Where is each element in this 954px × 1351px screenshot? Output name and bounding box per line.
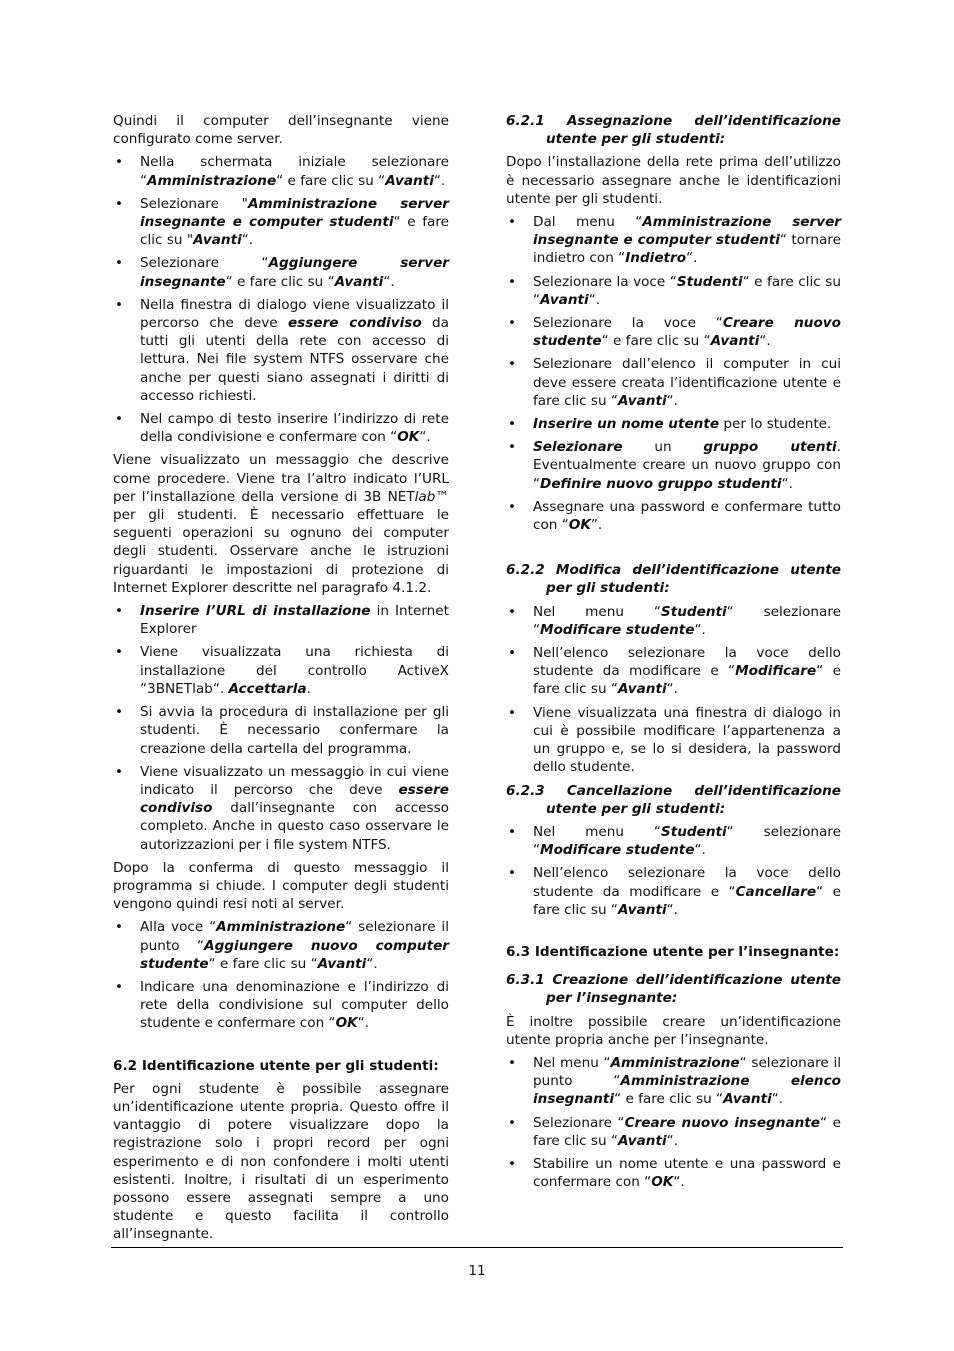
list-item: • Viene visualizzata una finestra di dialogo in cui è possibile modificare l’appartenenza a un gruppo e, se lo si desidera, la password dello studente. (506, 704, 841, 777)
list-item: • Nella schermata iniziale selezionare “Amministrazione“ e fare clic su “Avanti“. (113, 153, 449, 189)
list-item: • Selezionare un gruppo utenti. Eventualmente creare un nuovo gruppo con “Definire nuovo gruppo studenti“. (506, 438, 841, 493)
paragraph: Per ogni studente è possibile assegnare un’identificazione utente propria. Questo offre il vantaggio di potere visualizzare dopo la registrazione solo i propri record per ogni esperimento e di non confondere i molti utenti esistenti. Inoltre, i risultati di un esperimento possono essere assegnati sempre a uno studente e questo facilita il controllo all’insegnante. (113, 1080, 449, 1243)
list-item: • Nella finestra di dialogo viene visualizzato il percorso che deve essere condiviso da tutti gli utenti della rete con accesso di lettura. Nei file system NTFS osservare che anche per questi siano assegnati i diritti di accesso richiesti. (113, 296, 449, 405)
list-item: • Nel menu “Amministrazione“ selezionare il punto “Amministrazione elenco insegnanti“ e fare clic su “Avanti“. (506, 1054, 841, 1109)
list-item: • Assegnare una password e confermare tutto con “OK”. (506, 498, 841, 534)
list-item: • Inserire un nome utente per lo studente. (506, 415, 841, 433)
left-column (113, 112, 449, 1249)
paragraph: È inoltre possibile creare un’identificazione utente propria anche per l’insegnante. (506, 1013, 841, 1048)
list-item: • Dal menu “Amministrazione server insegnante e computer studenti“ tornare indietro con “Indietro“. (506, 213, 841, 268)
bullet-list (113, 918, 449, 1032)
list-item: • Nel menu “Studenti“ selezionare “Modificare studente“. (506, 823, 841, 859)
intro-paragraph: Quindi il computer dell’insegnante viene configurato come server. (113, 113, 449, 148)
list-item: • Selezionare "Amministrazione server insegnante e computer studenti“ e fare clic su "Avanti“. (113, 195, 449, 250)
section-heading-6-3: 6.3 Identificazione utente per l’insegnante: (506, 943, 840, 960)
list-item: • Selezionare “Aggiungere server insegnante“ e fare clic su “Avanti“. (113, 254, 449, 290)
list-item: • Inserire l’URL di installazione in Internet Explorer (113, 602, 449, 638)
list-item: • Nell’elenco selezionare la voce dello studente da modificare e “Cancellare“ e fare clic su “Avanti“. (506, 864, 841, 919)
list-item: • Selezionare la voce “Creare nuovo studente“ e fare clic su “Avanti“. (506, 314, 841, 350)
page-number: 11 (468, 1263, 486, 1279)
list-item: • Stabilire un nome utente e una password e confermare con “OK“. (506, 1155, 841, 1191)
right-column (506, 112, 841, 1196)
section-heading-6-2: 6.2 Identificazione utente per gli studenti: (113, 1057, 439, 1074)
list-item: • Nel campo di testo inserire l’indirizzo di rete della condivisione e confermare con “OK“. (113, 410, 449, 446)
section-heading-6-2-3: 6.2.3 Cancellazione dell’identificazione utente per gli studenti: (506, 782, 841, 817)
bullet-list (506, 603, 841, 777)
section-heading-6-2-1: 6.2.1 Assegnazione dell’identificazione utente per gli studenti: (506, 113, 841, 148)
bullet-list (506, 823, 841, 919)
list-item: • Nell’elenco selezionare la voce dello studente da modificare e “Modificare“ e fare clic su “Avanti“. (506, 644, 841, 699)
bullet-list (506, 213, 841, 534)
footer-divider (111, 1247, 843, 1248)
list-item: • Selezionare la voce “Studenti“ e fare clic su “Avanti“. (506, 273, 841, 309)
paragraph: Dopo l’installazione della rete prima dell’utilizzo è necessario assegnare anche le identificazioni utente per gli studenti. (506, 154, 841, 207)
section-heading-6-2-2: 6.2.2 Modifica dell’identificazione utente per gli studenti: (506, 562, 841, 597)
list-item: • Nel menu “Studenti“ selezionare “Modificare studente“. (506, 603, 841, 639)
paragraph: Viene visualizzato un messaggio che descrive come procedere. Viene tra l’altro indicato l’URL per l’installazione della versione di 3B NETlab™ per gli studenti. È necessario effettuare le seguenti operazioni su ognuno dei computer degli studenti. Osservare anche le istruzioni riguardanti le impostazioni di protezione di Internet Explorer descritte nel paragrafo 4.1.2. (113, 452, 449, 596)
list-item: • Si avvia la procedura di installazione per gli studenti. È necessario confermare la creazione della cartella del programma. (113, 703, 449, 758)
list-item: • Selezionare dall’elenco il computer in cui deve essere creata l’identificazione utente e fare clic su “Avanti“. (506, 355, 841, 410)
bullet-list (506, 1054, 841, 1191)
bullet-list (113, 153, 449, 446)
list-item: • Indicare una denominazione e l’indirizzo di rete della condivisione sul computer dello studente e confermare con “OK“. (113, 978, 449, 1033)
bullet-list (113, 602, 449, 854)
list-item: • Alla voce “Amministrazione“ selezionare il punto “Aggiungere nuovo computer studente“ e fare clic su “Avanti“. (113, 918, 449, 973)
list-item: • Viene visualizzata una richiesta di installazione del controllo ActiveX “3BNETlab“. Accettarla. (113, 643, 449, 698)
list-item: • Viene visualizzato un messaggio in cui viene indicato il percorso che deve essere condiviso dall’insegnante con accesso completo. Anche in questo caso osservare le autorizzazioni per i file system NTFS. (113, 763, 449, 854)
list-item: • Selezionare “Creare nuovo insegnante“ e fare clic su “Avanti“. (506, 1114, 841, 1150)
paragraph: Dopo la conferma di questo messaggio il programma si chiude. I computer degli studenti vengono quindi resi noti al server. (113, 859, 449, 913)
section-heading-6-3-1: 6.3.1 Creazione dell’identificazione utente per l’insegnante: (506, 972, 841, 1007)
